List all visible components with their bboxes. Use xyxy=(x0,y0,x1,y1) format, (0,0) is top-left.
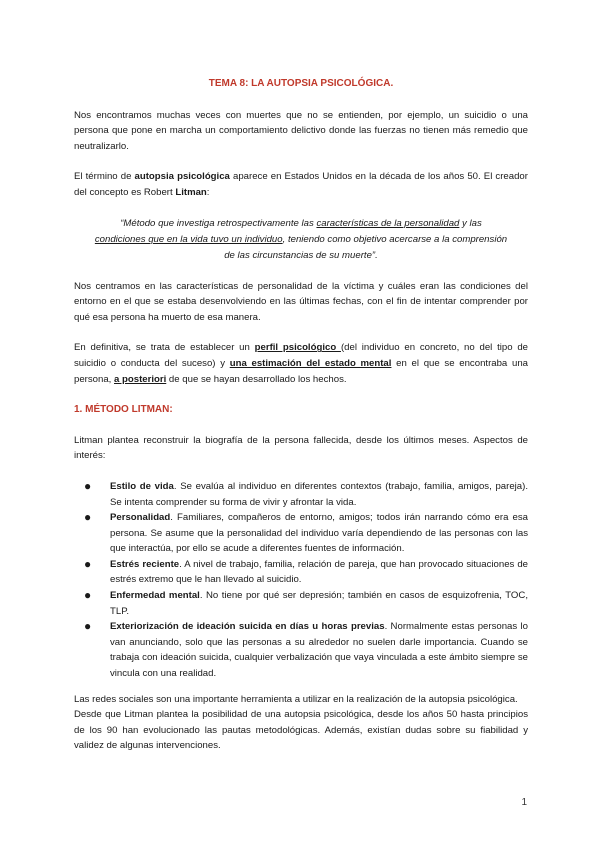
litman-paragraph: Litman plantea reconstruir la biografía de la persona fallecida, desde los últimos meses. Aspectos de interés: xyxy=(74,434,528,462)
list-item-term: Estilo de vida xyxy=(110,480,174,492)
term-a-posteriori: a posteriori xyxy=(114,373,167,385)
list-item xyxy=(84,619,528,681)
term-perfil-psicologico: perfil psicológico xyxy=(254,342,341,354)
list-item-text: . No tiene por qué ser depresión; también en casos de esquizofrenia, TOC, TLP. xyxy=(110,590,528,617)
definition-paragraph xyxy=(74,169,528,200)
list-item xyxy=(84,510,528,557)
intro-paragraph: Nos encontramos muchas veces con muertes que no se entienden, por ejemplo, un suicidio o una persona que pone en marcha un comportamiento delictivo donde las fuerzas no tienen más remedio que neutralizarlo. xyxy=(74,109,528,152)
profile-text-c: (del individuo en concreto, no del tipo de suicidio o conducta del suceso) y xyxy=(74,342,528,369)
list-item-term: Personalidad xyxy=(110,512,171,524)
evolution-paragraph: Desde que Litman plantea la posibilidad de una autopsia psicológica, desde los años 50 hasta principios de los 90 han evolucionado las pautas metodológicas. Además, existían dudas sobre su fiabilidad y validez de algunas intervenciones. xyxy=(74,709,528,752)
aspects-list xyxy=(74,479,528,682)
list-item-term: Estrés reciente xyxy=(110,558,180,570)
quote-text-a: “Método que investiga retrospectivamente las xyxy=(120,217,317,229)
term-estado-mental: una estimación del estado mental xyxy=(229,357,392,369)
bullet-icon: ● xyxy=(84,619,92,634)
bullet-icon: ● xyxy=(84,588,92,603)
page-number: 1 xyxy=(521,797,527,808)
profile-text-e: en el que se encontraba una persona, xyxy=(74,357,528,385)
profile-paragraph xyxy=(74,340,528,387)
term-litman: Litman xyxy=(175,186,207,198)
profile-text-a: En definitiva, se trata de establecer un xyxy=(74,342,255,354)
section-heading-metodo-litman: 1. MÉTODO LITMAN: xyxy=(74,404,173,416)
list-item-text: . Normalmente estas personas lo van anunciando, solo que las personas a su alrededor no suelen darle importancia. Cuando se trabaja con ideación suicida, cualquier verbalización que vaya vinculada a este ámbito siempre se vincula con una realidad. xyxy=(110,621,528,680)
list-item xyxy=(84,588,528,619)
definition-text-a: El término de xyxy=(74,171,135,183)
quote-underline-condiciones: condiciones que en la vida tuvo un individuo xyxy=(94,233,283,245)
bullet-icon: ● xyxy=(84,556,92,571)
social-media-paragraph: Las redes sociales son una importante herramienta a utilizar en la realización de la autopsia psicológica. xyxy=(74,693,518,705)
quote-text-e: , teniendo como objetivo acercarse a la comprensión de las circunstancias de su muerte”. xyxy=(224,233,508,261)
list-item-text: . Se evalúa al individuo en diferentes contextos (trabajo, familia, amigos, pareja). Se intenta comprender su forma de vivir y afrontar la vida. xyxy=(110,480,528,508)
personality-paragraph: Nos centramos en las características de personalidad de la víctima y cuáles eran las condiciones del entorno en el que se estaba desenvolviendo en las últimas fechas, con el fin de intentar comprender por qué esa persona ha muerto de esa manera. xyxy=(74,280,528,323)
term-autopsia-psicologica: autopsia psicológica xyxy=(134,171,230,183)
list-item xyxy=(84,478,528,510)
bullet-icon: ● xyxy=(84,510,92,525)
quote-text-c: y las xyxy=(459,217,482,229)
list-item xyxy=(84,556,529,588)
list-item-term: Exteriorización de ideación suicida en días u horas previas xyxy=(110,621,385,633)
bullet-icon: ● xyxy=(84,478,92,493)
definition-quote xyxy=(74,216,528,264)
definition-text-e: : xyxy=(206,186,210,198)
list-item-text: . Familiares, compañeros de entorno, amigos; todos irán narrando cómo era esa persona. Se asume que la personalidad del individuo varía dependiendo de las personas con las que interactúa, por ello se acude a diferentes fuentes de información. xyxy=(110,512,528,555)
page-content xyxy=(74,76,528,754)
definition-text-c: aparece en Estados Unidos en la década de los años 50. El creador del concepto es Robert xyxy=(74,171,528,198)
document-title: TEMA 8: LA AUTOPSIA PSICOLÓGICA. xyxy=(208,78,394,89)
list-item-text: . A nivel de trabajo, familia, relación de pareja, que han provocado situaciones de estrés extremo que le han llevado al suicidio. xyxy=(110,558,529,586)
profile-text-g: de que se hayan desarrollado los hechos. xyxy=(166,373,347,385)
quote-underline-personalidad: características de la personalidad xyxy=(316,217,460,229)
list-item-term: Enfermedad mental xyxy=(110,590,200,602)
